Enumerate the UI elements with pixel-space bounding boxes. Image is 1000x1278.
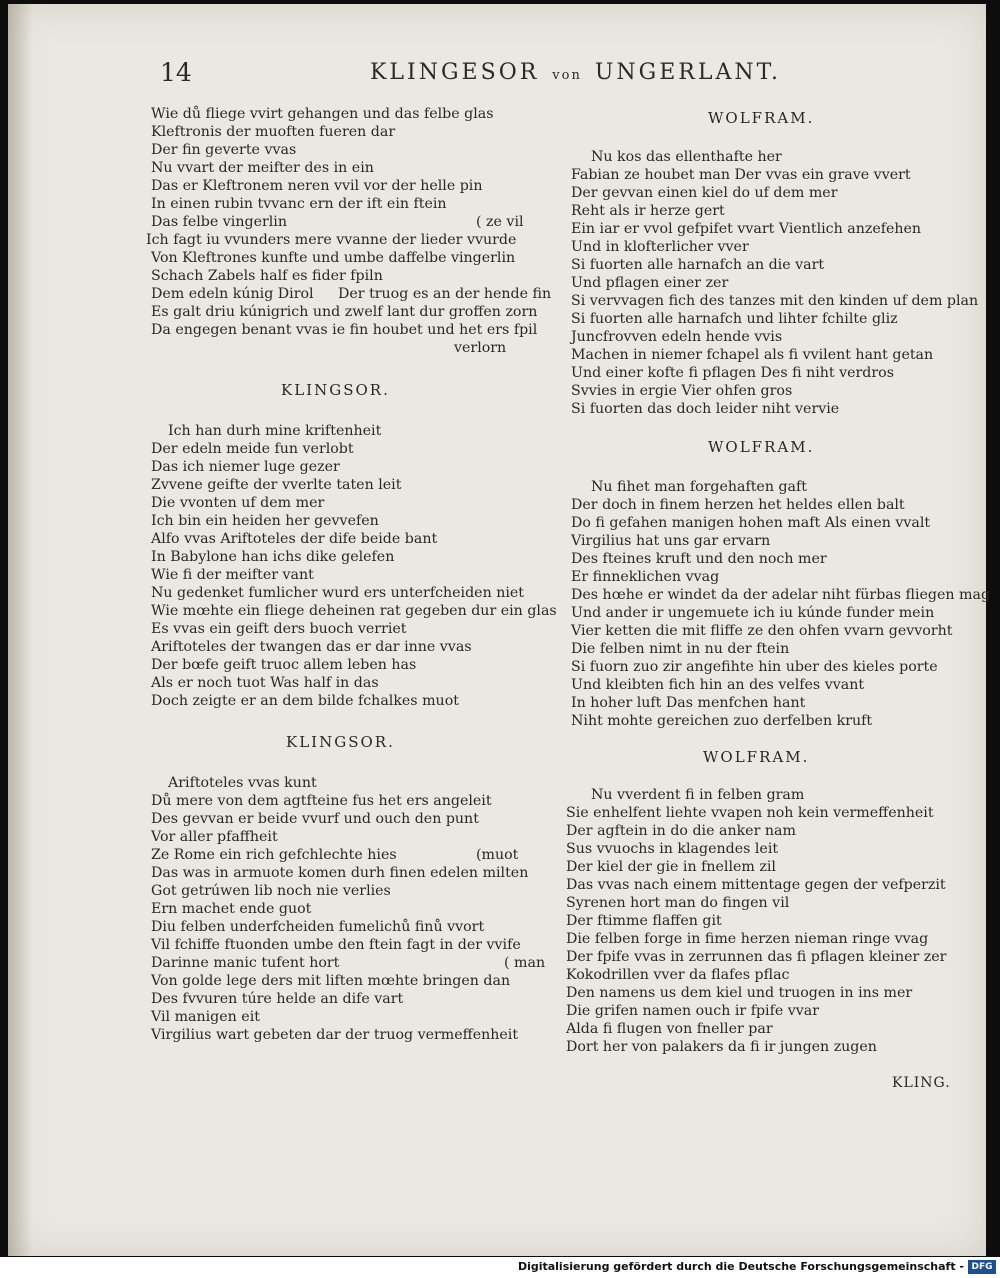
verse-line: Der gevvan einen kiel do uf dem mer (571, 185, 838, 201)
verse-line: Virgilius wart gebeten dar der truog vermeffenheit (151, 1027, 519, 1043)
running-title (370, 60, 781, 85)
verse-line: Das felbe vingerlin (151, 214, 287, 230)
verse-line: Kleftronis der muoften fueren dar (151, 124, 396, 140)
verse-line: In Babylone han ichs dike gelefen (151, 549, 395, 565)
verse-line: Das vvas nach einem mittentage gegen der vefperzit (566, 877, 946, 893)
verse-line: In einen rubin tvvanc ern der ift ein ftein (151, 196, 447, 212)
verse-line: Kokodrillen vver da flafes pflac (566, 967, 790, 983)
page-number: 14 (160, 58, 192, 87)
scanned-page (8, 4, 991, 1256)
verse-line: Es vvas ein geift ders buoch verriet (151, 621, 407, 637)
verse-line: Der fin geverte vvas (151, 142, 297, 158)
verse-line: Die felben forge in fime herzen nieman ringe vvag (566, 931, 929, 947)
verse-line: Alfo vvas Ariftoteles der dife beide bant (151, 531, 438, 547)
verse-line: Wie fi der meifter vant (151, 567, 314, 583)
verse-line: Syrenen hort man do fingen vil (566, 895, 790, 911)
verse-line: Juncfrovven edeln hende vvis (571, 329, 783, 345)
verse-line: Da engegen benant vvas ie fin houbet und het ers fpil (151, 322, 538, 338)
verse-line: Si fuorn zuo zir angefihte hin uber des kieles porte (571, 659, 938, 675)
verse-line: Den namens us dem kiel und truogen in ins mer (566, 985, 913, 1001)
verse-line: Nu vvart der meifter des in ein (151, 160, 374, 176)
speaker-heading: WOLFRAM. (708, 109, 815, 127)
verse-line: Der kiel der gie in fnellem zil (566, 859, 776, 875)
verse-line: Virgilius hat uns gar ervarn (571, 533, 771, 549)
verse-line: Und ander ir ungemuete ich iu kúnde funder mein (571, 605, 935, 621)
verse-line: Darinne manic tufent hort (151, 955, 340, 971)
verse-line: Dem edeln kúnig Dirol (151, 286, 314, 302)
verse-line: Si fuorten das doch leider niht vervie (571, 401, 840, 417)
verse-line: Das ich niemer luge gezer (151, 459, 340, 475)
verse-line: Ein iar er vvol gefpifet vvart Vientlich anzefehen (571, 221, 922, 237)
running-title-place: UNGERLANT. (594, 60, 782, 85)
verse-aside: ( ze vil (476, 214, 524, 230)
speaker-heading: KLINGSOR. (286, 733, 395, 751)
verse-line: Diu felben underfcheiden fumelichů finů vvort (151, 919, 485, 935)
verse-line: Do fi gefahen manigen hohen maft Als einen vvalt (571, 515, 931, 531)
verse-line: Das was in armuote komen durh finen edelen milten (151, 865, 529, 881)
verse-line: Die grifen namen ouch ir fpife vvar (566, 1003, 820, 1019)
verse-line: Und einer kofte fi pflagen Des fi niht verdros (571, 365, 894, 381)
speaker-heading: WOLFRAM. (703, 748, 810, 766)
verse-line: Alda fi flugen von fneller par (566, 1021, 773, 1037)
verse-line: Nu gedenket fumlicher wurd ers unterfcheiden niet (151, 585, 524, 601)
dfg-logo: DFG (968, 1260, 996, 1274)
verse-line: Des gevvan er beide vvurf und ouch den punt (151, 811, 479, 827)
verse-line: Nu vverdent fi in felben gram (591, 787, 805, 803)
verse-line: Ich bin ein heiden her gevvefen (151, 513, 379, 529)
catchword: KLING. (892, 1075, 951, 1091)
footer-credit: Digitalisierung gefördert durch die Deutsche Forschungsgemeinschaft - (517, 1260, 964, 1273)
verse-line: In hoher luft Das menfchen hant (571, 695, 806, 711)
verse-line: Der doch in finem herzen het heldes ellen balt (571, 497, 905, 513)
verse-line: Wie dů fliege vvirt gehangen und das felbe glas (151, 106, 494, 122)
verse-line: Dů mere von dem agtfteine fus het ers angeleit (151, 793, 492, 809)
verse-line: Svvies in ergie Vier ohfen gros (571, 383, 793, 399)
verse-line: Der agftein in do die anker nam (566, 823, 796, 839)
speaker-heading: WOLFRAM. (708, 438, 815, 456)
verse-line: Fabian ze houbet man Der vvas ein grave vvert (571, 167, 911, 183)
verse-line: Und kleibten fich hin an des velfes vvant (571, 677, 865, 693)
verse-line: Vor aller pfaffheit (151, 829, 278, 845)
verse-line: Als er noch tuot Was half in das (151, 675, 379, 691)
verse-line: Dort her von palakers da fi ir jungen zugen (566, 1039, 877, 1055)
verse-line: Sie enhelfent liehte vvapen noh kein vermeffenheit (566, 805, 934, 821)
verse-line: Nu fihet man forgehaften gaft (591, 479, 807, 495)
footer-bar (0, 1257, 1000, 1278)
verse-line: Und pflagen einer zer (571, 275, 729, 291)
verse-line: Ariftoteles der twangen das er dar inne vvas (151, 639, 472, 655)
verse-line: Der fpife vvas in zerrunnen das fi pflagen kleiner zer (566, 949, 947, 965)
verse-line: Wie mœhte ein fliege deheinen rat gegeben dur ein glas (151, 603, 557, 619)
verse-line: Des fteines kruft und den noch mer (571, 551, 827, 567)
verse-line: Si vervvagen fich des tanzes mit den kinden uf dem plan (571, 293, 979, 309)
verse-line: Got getrúwen lib noch nie verlies (151, 883, 391, 899)
verse-line: Nu kos das ellenthafte her (591, 149, 782, 165)
verse-line: Vil manigen eit (151, 1009, 260, 1025)
verse-line: Si fuorten alle harnafch an die vart (571, 257, 825, 273)
verse-line: Die vvonten uf dem mer (151, 495, 325, 511)
verse-aside: ( man (504, 955, 546, 971)
verse-turnover: verlorn (454, 340, 507, 356)
running-title-von: von (552, 68, 582, 83)
verse-line: Doch zeigte er an dem bilde fchalkes muot (151, 693, 459, 709)
verse-line: Des fvvuren túre helde an dife vart (151, 991, 404, 1007)
verse-aside: (muot (476, 847, 519, 863)
verse-line: Schach Zabels half es fider fpiln (151, 268, 383, 284)
verse-line: Reht als ir herze gert (571, 203, 725, 219)
verse-line: Machen in niemer fchapel als fi vvilent hant getan (571, 347, 934, 363)
verse-line: Er finneklichen vvag (571, 569, 720, 585)
verse-line: Niht mohte gereichen zuo derfelben kruft (571, 713, 873, 729)
verse-line: Der ftimme flaffen git (566, 913, 722, 929)
verse-line: Ich fagt iu vvunders mere vvanne der lieder vvurde (146, 232, 517, 248)
verse-line: Vil fchiffe ftuonden umbe den ftein fagt in der vvife (151, 937, 521, 953)
verse-line: Der edeln meide fun verlobt (151, 441, 354, 457)
verse-line: Von golde lege ders mit liften mœhte bringen dan (151, 973, 511, 989)
verse-aside: Der truog es an der hende fin (338, 286, 552, 302)
verse-line: Der bœfe geift truoc allem leben has (151, 657, 417, 673)
verse-line: Das er Kleftronem neren vvil vor der helle pin (151, 178, 483, 194)
verse-line: Es galt driu kúnigrich und zwelf lant dur groffen zorn (151, 304, 538, 320)
verse-line: Ich han durh mine kriftenheit (168, 423, 382, 439)
running-title-main: KLINGESOR (370, 60, 540, 85)
verse-line: Vier ketten die mit fliffe ze den ohfen vvarn gevvorht (571, 623, 953, 639)
verse-line: Zvvene geifte der vverlte taten leit (151, 477, 402, 493)
verse-line: Ariftoteles vvas kunt (168, 775, 317, 791)
verse-line: Von Kleftrones kunfte und umbe daffelbe vingerlin (151, 250, 516, 266)
verse-line: Sus vvuochs in klagendes leit (566, 841, 779, 857)
verse-line: Si fuorten alle harnafch und lihter fchilte gliz (571, 311, 898, 327)
verse-line: Ze Rome ein rich gefchlechte hies (151, 847, 397, 863)
speaker-heading: KLINGSOR. (281, 381, 390, 399)
verse-line: Ern machet ende guot (151, 901, 312, 917)
verse-line: Und in klofterlicher vver (571, 239, 749, 255)
verse-line: Die felben nimt in nu der ftein (571, 641, 790, 657)
verse-line: Des hœhe er windet da der adelar niht fürbas fliegen mag (571, 587, 991, 603)
